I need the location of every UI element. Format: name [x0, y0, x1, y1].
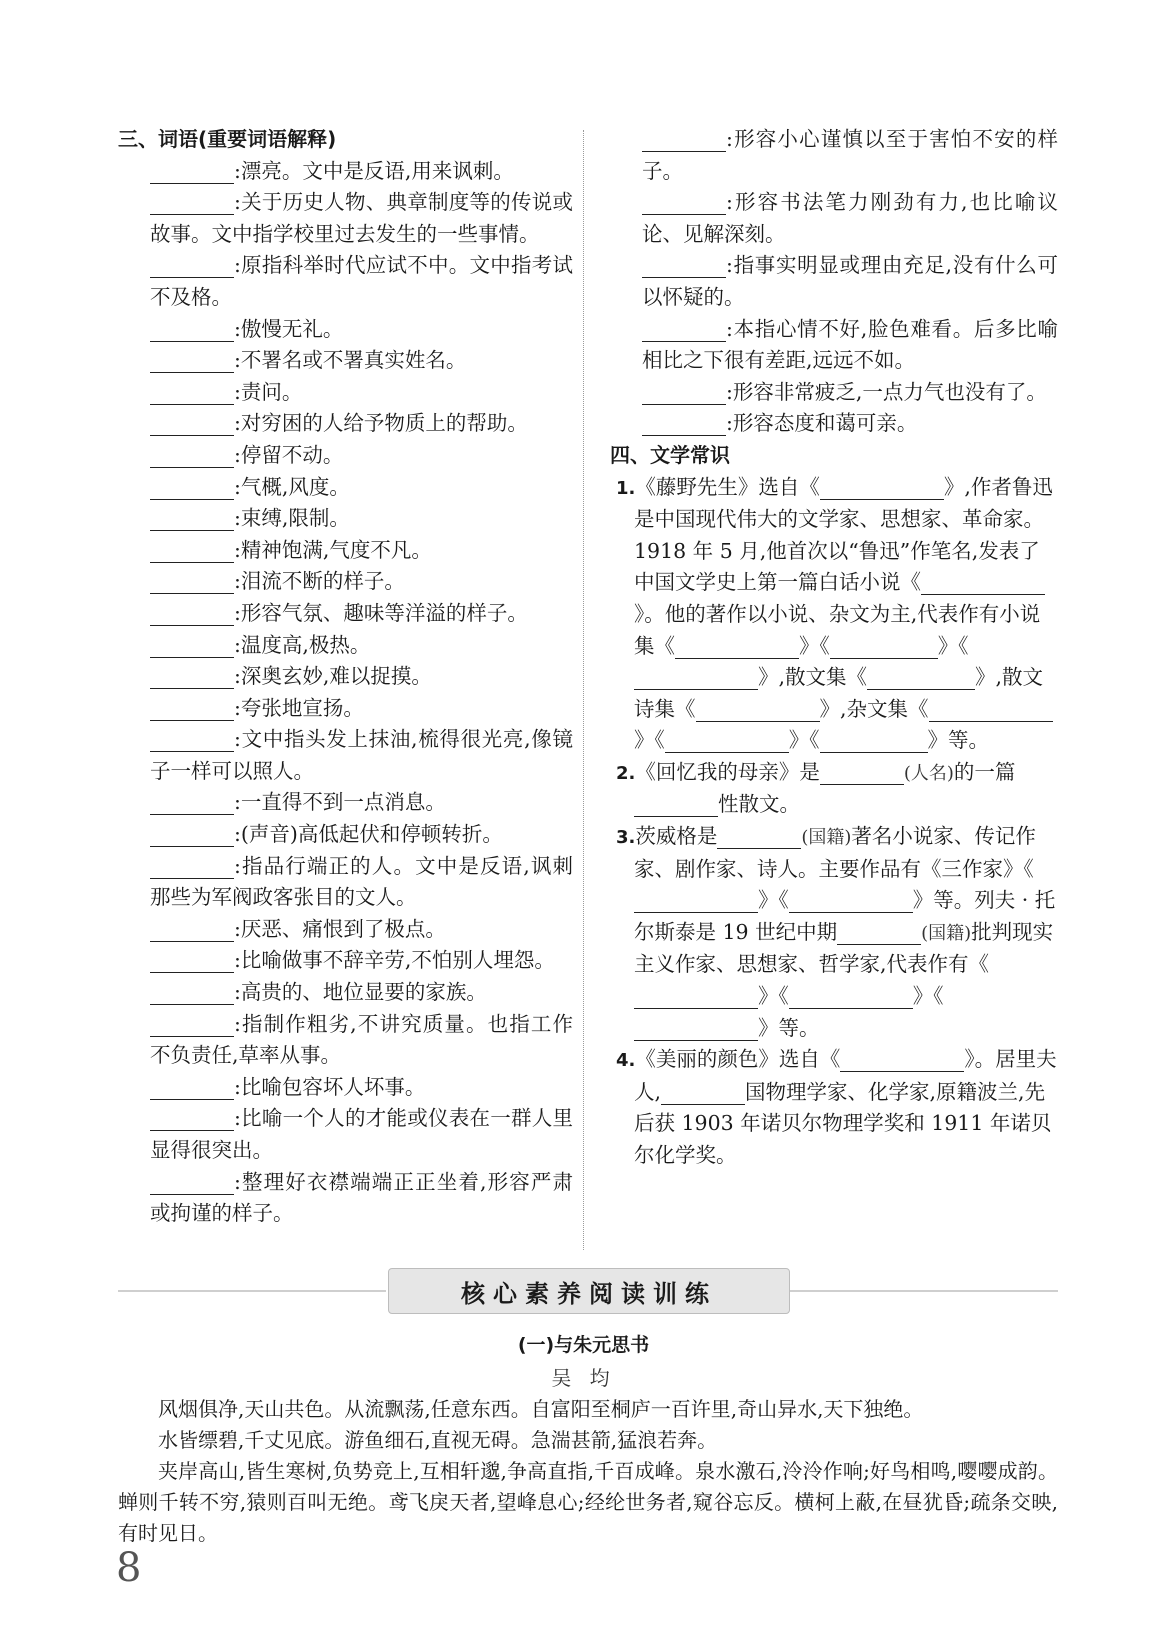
passage-paragraph: 风烟俱净,天山共色。从流飘荡,任意东西。自富阳至桐庐一百许里,奇山异水,天下独绝。 — [158, 1397, 924, 1421]
definition-text: :形容态度和蔼可亲。 — [726, 411, 918, 436]
definition-text: :责问。 — [234, 379, 303, 404]
left-column — [118, 124, 573, 1230]
question-number: 2. — [616, 762, 636, 784]
answer-blank[interactable] — [642, 319, 726, 342]
passage-paragraph: 夹岸高山,皆生寒树,负势竞上,互相轩邈,争高直指,千百成峰。泉水激石,泠泠作响;好鸟相鸣,嘤嘤成韵。蝉则千转不穷,猿则百叫无绝。鸢飞戾天者,望峰息心;经纶世务者,窥谷忘反。横柯上蔽,在昼犹昏;疏条交映,有时见日。 — [118, 1459, 1058, 1545]
vocabulary-entry — [118, 1103, 573, 1166]
answer-blank[interactable] — [634, 986, 758, 1009]
question-number: 4. — [616, 1050, 636, 1072]
answer-blank[interactable] — [867, 667, 975, 690]
definition-text: :指事实明显或理由充足,没有什么可以怀疑的。 — [642, 253, 1058, 309]
definition-text: :傲慢无礼。 — [234, 316, 344, 341]
vocabulary-entry — [610, 250, 1058, 313]
answer-blank[interactable] — [150, 445, 234, 468]
answer-blank[interactable] — [929, 699, 1053, 722]
answer-blank[interactable] — [642, 413, 726, 436]
answer-blank[interactable] — [150, 319, 234, 342]
answer-blank[interactable] — [150, 856, 234, 879]
answer-blank[interactable] — [150, 540, 234, 563]
vocabulary-entry — [610, 187, 1058, 250]
vocabulary-entry — [118, 661, 573, 693]
reading-title: (一)与朱元思书 — [517, 1334, 650, 1356]
answer-blank[interactable] — [820, 477, 944, 500]
definition-text: :整理好衣襟端端正正坐着,形容严肃或拘谨的样子。 — [150, 1169, 573, 1226]
definition-text: :停留不动。 — [234, 442, 344, 467]
answer-blank[interactable] — [820, 762, 904, 785]
banner-rule-right — [790, 1290, 1058, 1292]
answer-blank[interactable] — [150, 1172, 234, 1195]
vocabulary-entry — [610, 408, 1058, 440]
answer-blank[interactable] — [150, 413, 234, 436]
definition-text: :比喻一个人的才能或仪表在一群人里显得很突出。 — [150, 1106, 573, 1162]
definition-text: :不署名或不署真实姓名。 — [234, 348, 467, 373]
vocabulary-entry — [118, 314, 573, 346]
vocabulary-entry — [118, 408, 573, 440]
answer-blank[interactable] — [150, 161, 234, 184]
vocabulary-entry — [118, 566, 573, 598]
vocabulary-entry — [118, 503, 573, 535]
vocabulary-entry — [118, 724, 573, 787]
answer-blank[interactable] — [150, 729, 234, 752]
answer-blank[interactable] — [717, 826, 801, 849]
section-heading-vocabulary: 三、词语(重要词语解释) — [118, 127, 337, 151]
answer-blank[interactable] — [634, 890, 758, 913]
vocabulary-entry — [118, 377, 573, 409]
page-number: 8 — [116, 1545, 142, 1591]
answer-blank[interactable] — [150, 1108, 234, 1131]
vocabulary-entry — [118, 819, 573, 851]
answer-blank[interactable] — [642, 255, 726, 278]
vocabulary-entry — [118, 787, 573, 819]
vocabulary-entry — [118, 440, 573, 472]
vocabulary-entry — [118, 472, 573, 504]
vocabulary-entry — [610, 124, 1058, 187]
answer-blank[interactable] — [642, 129, 726, 152]
answer-blank[interactable] — [830, 636, 938, 659]
reading-passage — [118, 1394, 1058, 1549]
definition-text: :比喻做事不辞辛劳,不怕别人埋怨。 — [234, 948, 555, 973]
answer-blank[interactable] — [150, 350, 234, 373]
answer-blank[interactable] — [789, 890, 913, 913]
answer-blank[interactable] — [921, 572, 1045, 595]
definition-text: :夸张地宣扬。 — [234, 695, 364, 720]
definition-text: :漂亮。文中是反语,用来讽刺。 — [234, 158, 514, 183]
answer-blank[interactable] — [150, 824, 234, 847]
section-banner — [118, 1268, 1058, 1314]
answer-blank[interactable] — [661, 1082, 745, 1105]
answer-blank[interactable] — [150, 698, 234, 721]
definition-text: :泪流不断的样子。 — [234, 569, 405, 594]
right-column — [610, 124, 1058, 1172]
answer-blank[interactable] — [696, 699, 820, 722]
vocabulary-entry — [118, 156, 573, 188]
definition-text: :高贵的、地位显要的家族。 — [234, 980, 487, 1005]
reading-author: 吴 均 — [551, 1366, 616, 1390]
definition-text: :形容气氛、趣味等洋溢的样子。 — [234, 600, 528, 625]
definition-text: :厌恶、痛恨到了极点。 — [234, 916, 446, 941]
answer-blank[interactable] — [820, 730, 928, 753]
banner-rule-left — [118, 1290, 386, 1292]
answer-blank[interactable] — [150, 792, 234, 815]
definition-text: :束缚,限制。 — [234, 506, 350, 531]
answer-blank[interactable] — [150, 982, 234, 1005]
definition-text: :形容书法笔力刚劲有力,也比喻议论、见解深刻。 — [642, 190, 1058, 246]
answer-blank[interactable] — [150, 382, 234, 405]
question-1: 1.《藤野先生》选自《 》,作者鲁迅是中国现代伟大的文学家、思想家、革命家。1918 年 5 月,他首次以“鲁迅”作笔名,发表了中国文学史上第一篇白话小说《》。他的著作以小说、杂文为主,代表作有小说集《 》《 》《》,散文集《 》,散文诗集《 》,杂文集《》《 》《 》等。 — [616, 474, 1053, 753]
definition-text: :文中指头发上抹油,梳得很光亮,像镜子一样可以照人。 — [150, 727, 573, 783]
answer-blank[interactable] — [150, 255, 234, 278]
definition-text: :形容小心谨慎以至于害怕不安的样子。 — [642, 127, 1058, 183]
vocabulary-entry — [118, 914, 573, 946]
vocabulary-entry — [118, 345, 573, 377]
vocabulary-entry — [118, 693, 573, 725]
answer-blank[interactable] — [642, 382, 726, 405]
answer-blank[interactable] — [150, 571, 234, 594]
vocabulary-entry — [118, 851, 573, 914]
answer-blank[interactable] — [150, 635, 234, 658]
definition-text: :(声音)高低起伏和停顿转折。 — [234, 822, 503, 847]
vocabulary-entry — [118, 535, 573, 567]
vocabulary-entry — [118, 945, 573, 977]
definition-text: :深奥玄妙,难以捉摸。 — [234, 664, 432, 689]
definition-text: :原指科举时代应试不中。文中指考试不及格。 — [150, 253, 573, 309]
vocabulary-entry — [118, 1072, 573, 1104]
answer-blank[interactable] — [150, 919, 234, 942]
question-4: 4.《美丽的颜色》选自《 》。居里夫人, 国物理学家、化学家,原籍波兰,先后获 1903 年诺贝尔物理学奖和 1911 年诺贝尔化学奖。 — [616, 1047, 1057, 1167]
question-number: 1. — [616, 477, 636, 499]
definition-text: :形容非常疲乏,一点力气也没有了。 — [726, 379, 1047, 404]
section-heading-literature: 四、文学常识 — [610, 442, 730, 467]
question-2: 2.《回忆我的母亲》是 (人名)的一篇性散文。 — [616, 759, 1016, 817]
definition-text: :关于历史人物、典章制度等的传说或故事。文中指学校里过去发生的一些事情。 — [150, 190, 573, 246]
question-3: 3.茨威格是 (国籍)著名小说家、传记作家、剧作家、诗人。主要作品有《三作家》《》《 》等。列夫 · 托尔斯泰是 19 世纪中期 (国籍)批判现实主义作家、思想家、哲学家,代表作有《》《 》《》等。 — [616, 824, 1056, 1040]
definition-text: :精神饱满,气度不凡。 — [234, 537, 432, 562]
answer-blank[interactable] — [150, 1014, 234, 1037]
vocabulary-entry — [118, 1009, 573, 1072]
answer-blank[interactable] — [634, 794, 718, 817]
answer-blank[interactable] — [840, 1049, 964, 1072]
answer-blank[interactable] — [837, 922, 921, 945]
answer-blank[interactable] — [150, 508, 234, 531]
answer-blank[interactable] — [150, 666, 234, 689]
answer-blank[interactable] — [634, 667, 758, 690]
definition-text: :指品行端正的人。文中是反语,讽刺那些为军阀政客张目的文人。 — [150, 853, 573, 910]
vocabulary-list — [118, 156, 573, 1230]
vocabulary-entry — [118, 1167, 573, 1230]
definition-text: :一直得不到一点消息。 — [234, 790, 446, 815]
vocabulary-entry — [118, 187, 573, 250]
column-divider — [583, 130, 584, 1250]
answer-blank[interactable] — [150, 477, 234, 500]
answer-blank[interactable] — [789, 986, 913, 1009]
definition-text: :温度高,极热。 — [234, 632, 371, 657]
definition-text: :比喻包容坏人坏事。 — [234, 1074, 426, 1099]
answer-blank[interactable] — [634, 1018, 758, 1041]
answer-blank[interactable] — [150, 1077, 234, 1100]
vocabulary-entry — [118, 250, 573, 313]
vocabulary-entry — [118, 598, 573, 630]
answer-blank[interactable] — [665, 730, 789, 753]
answer-blank[interactable] — [150, 192, 234, 215]
answer-blank[interactable] — [675, 636, 799, 659]
answer-blank[interactable] — [150, 603, 234, 626]
vocabulary-entry — [118, 977, 573, 1009]
definition-text: :本指心情不好,脸色难看。后多比喻相比之下很有差距,远远不如。 — [642, 316, 1058, 373]
vocabulary-list-continued — [610, 124, 1058, 440]
answer-blank[interactable] — [150, 950, 234, 973]
answer-blank[interactable] — [642, 192, 726, 215]
definition-text: :指制作粗劣,不讲究质量。也指工作不负责任,草率从事。 — [150, 1011, 573, 1068]
vocabulary-entry — [610, 377, 1058, 409]
question-number: 3. — [616, 827, 636, 849]
definition-text: :气概,风度。 — [234, 474, 350, 499]
vocabulary-entry — [118, 630, 573, 662]
passage-paragraph: 水皆缥碧,千丈见底。游鱼细石,直视无碍。急湍甚箭,猛浪若奔。 — [158, 1428, 718, 1452]
definition-text: :对穷困的人给予物质上的帮助。 — [234, 411, 528, 436]
vocabulary-entry — [610, 314, 1058, 377]
banner-title: 核心素养阅读训练 — [388, 1268, 790, 1314]
